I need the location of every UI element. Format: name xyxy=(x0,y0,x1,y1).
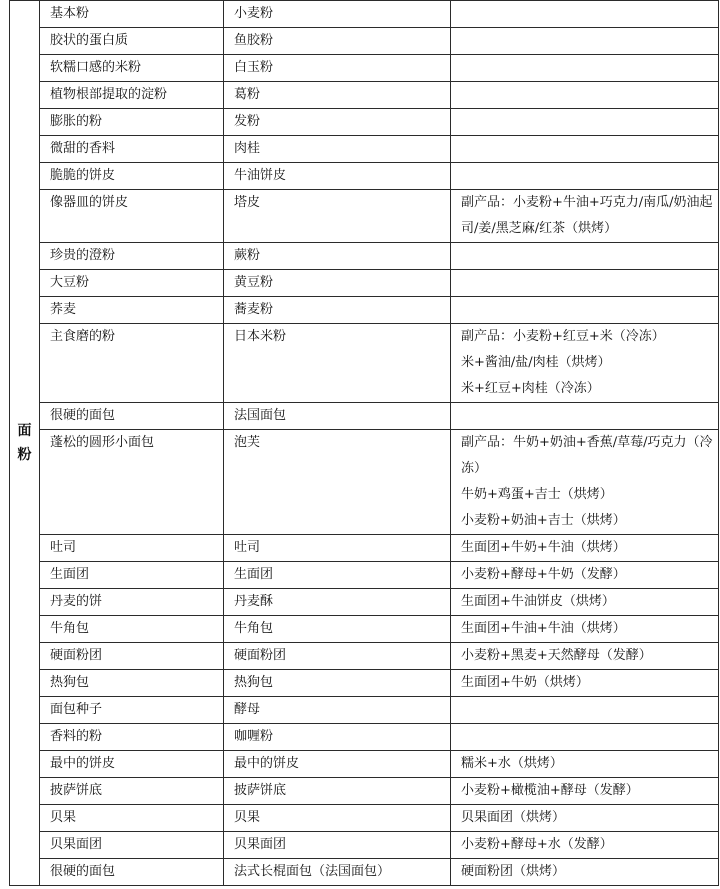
recipe-cell xyxy=(451,270,719,297)
recipe-cell xyxy=(451,616,719,643)
ingredient-table xyxy=(9,0,719,886)
item-name-cell: 日本米粉 xyxy=(224,324,451,403)
table-row xyxy=(10,562,719,589)
table-row xyxy=(10,535,719,562)
recipe-line: 小麦粉+橄榄油+酵母（发酵） xyxy=(461,783,639,798)
description-cell: 生面团 xyxy=(40,562,224,589)
item-name-cell: 热狗包 xyxy=(224,670,451,697)
item-name-cell: 肉桂 xyxy=(224,136,451,163)
table-row xyxy=(10,136,719,163)
description-cell: 丹麦的饼 xyxy=(40,589,224,616)
item-name-cell: 泡芙 xyxy=(224,430,451,535)
table-row xyxy=(10,751,719,778)
recipe-cell xyxy=(451,643,719,670)
item-name-cell: 硬面粉团 xyxy=(224,643,451,670)
item-name-cell: 小麦粉 xyxy=(224,1,451,28)
recipe-line: 硬面粉团（烘烤） xyxy=(461,864,566,879)
recipe-cell xyxy=(451,163,719,190)
recipe-line: 小麦粉+奶油+吉士（烘烤） xyxy=(461,513,626,528)
description-cell: 植物根部提取的淀粉 xyxy=(40,82,224,109)
recipe-cell xyxy=(451,243,719,270)
table-row xyxy=(10,297,719,324)
recipe-cell xyxy=(451,55,719,82)
description-cell: 贝果面团 xyxy=(40,832,224,859)
description-cell: 很硬的面包 xyxy=(40,859,224,886)
recipe-cell xyxy=(451,430,719,535)
item-name-cell: 白玉粉 xyxy=(224,55,451,82)
recipe-line: 生面团+牛奶（烘烤） xyxy=(461,675,589,690)
item-name-cell: 法式长棍面包（法国面包） xyxy=(224,859,451,886)
recipe-cell xyxy=(451,670,719,697)
recipe-line: 生面团+牛奶+牛油（烘烤） xyxy=(461,540,626,555)
description-cell: 微甜的香料 xyxy=(40,136,224,163)
item-name-cell: 蕎麦粉 xyxy=(224,297,451,324)
description-cell: 珍贵的澄粉 xyxy=(40,243,224,270)
table-row xyxy=(10,724,719,751)
recipe-line: 生面团+牛油饼皮（烘烤） xyxy=(461,594,615,609)
description-cell: 热狗包 xyxy=(40,670,224,697)
table-row xyxy=(10,616,719,643)
description-cell: 荞麦 xyxy=(40,297,224,324)
recipe-cell xyxy=(451,403,719,430)
table-row xyxy=(10,403,719,430)
description-cell: 主食磨的粉 xyxy=(40,324,224,403)
recipe-line: 糯米+水（烘烤） xyxy=(461,756,563,771)
recipe-cell xyxy=(451,724,719,751)
recipe-cell xyxy=(451,805,719,832)
item-name-cell: 牛油饼皮 xyxy=(224,163,451,190)
recipe-cell xyxy=(451,109,719,136)
description-cell: 牛角包 xyxy=(40,616,224,643)
item-name-cell: 最中的饼皮 xyxy=(224,751,451,778)
description-cell: 像器皿的饼皮 xyxy=(40,190,224,243)
description-cell: 香料的粉 xyxy=(40,724,224,751)
category-cell xyxy=(10,1,40,886)
recipe-line: 小麦粉+酵母+牛奶（发酵） xyxy=(461,567,626,582)
recipe-line: 牛奶+鸡蛋+吉士（烘烤） xyxy=(461,487,613,502)
description-cell: 软糯口感的米粉 xyxy=(40,55,224,82)
recipe-cell xyxy=(451,324,719,403)
description-cell: 吐司 xyxy=(40,535,224,562)
description-cell: 基本粉 xyxy=(40,1,224,28)
recipe-cell xyxy=(451,136,719,163)
table-row xyxy=(10,859,719,886)
recipe-cell xyxy=(451,190,719,243)
item-name-cell: 咖喱粉 xyxy=(224,724,451,751)
table-row xyxy=(10,270,719,297)
item-name-cell: 发粉 xyxy=(224,109,451,136)
table-row xyxy=(10,1,719,28)
recipe-cell xyxy=(451,1,719,28)
table-row xyxy=(10,243,719,270)
table-row xyxy=(10,324,719,403)
table-row xyxy=(10,697,719,724)
recipe-line: 贝果面团（烘烤） xyxy=(461,810,566,825)
table-row xyxy=(10,55,719,82)
description-cell: 硬面粉团 xyxy=(40,643,224,670)
recipe-cell xyxy=(451,82,719,109)
recipe-line: 副产品：小麦粉+红豆+米（冷冻） xyxy=(461,329,665,344)
recipe-line: 小麦粉+黑麦+天然酵母（发酵） xyxy=(461,648,652,663)
recipe-cell xyxy=(451,589,719,616)
item-name-cell: 黄豆粉 xyxy=(224,270,451,297)
recipe-cell xyxy=(451,859,719,886)
description-cell: 脆脆的饼皮 xyxy=(40,163,224,190)
recipe-line: 米+酱油/盐/肉桂（烘烤） xyxy=(461,355,611,370)
table-row xyxy=(10,832,719,859)
table-row xyxy=(10,28,719,55)
recipe-cell xyxy=(451,297,719,324)
item-name-cell: 生面团 xyxy=(224,562,451,589)
recipe-line: 副产品：牛奶+奶油+香蕉/草莓/巧克力（冷冻） xyxy=(461,435,713,476)
table-row xyxy=(10,778,719,805)
recipe-line: 米+红豆+肉桂（冷冻） xyxy=(461,381,600,396)
item-name-cell: 牛角包 xyxy=(224,616,451,643)
recipe-cell xyxy=(451,535,719,562)
description-cell: 膨胀的粉 xyxy=(40,109,224,136)
recipe-line: 小麦粉+酵母+水（发酵） xyxy=(461,837,613,852)
description-cell: 贝果 xyxy=(40,805,224,832)
recipe-line: 副产品：小麦粉+牛油+巧克力/南瓜/奶油起司/姜/黑芝麻/红茶（烘烤） xyxy=(461,195,713,236)
recipe-cell xyxy=(451,28,719,55)
item-name-cell: 葛粉 xyxy=(224,82,451,109)
table-row xyxy=(10,82,719,109)
item-name-cell: 贝果面团 xyxy=(224,832,451,859)
item-name-cell: 塔皮 xyxy=(224,190,451,243)
item-name-cell: 吐司 xyxy=(224,535,451,562)
description-cell: 披萨饼底 xyxy=(40,778,224,805)
recipe-cell xyxy=(451,751,719,778)
item-name-cell: 法国面包 xyxy=(224,403,451,430)
category-char: 面 xyxy=(17,423,32,439)
recipe-line: 生面团+牛油+牛油（烘烤） xyxy=(461,621,626,636)
description-cell: 最中的饼皮 xyxy=(40,751,224,778)
table-row xyxy=(10,163,719,190)
item-name-cell: 蕨粉 xyxy=(224,243,451,270)
description-cell: 很硬的面包 xyxy=(40,403,224,430)
table-row xyxy=(10,109,719,136)
recipe-cell xyxy=(451,562,719,589)
table-row xyxy=(10,805,719,832)
item-name-cell: 鱼胶粉 xyxy=(224,28,451,55)
ingredient-table-body xyxy=(10,1,719,886)
table-row xyxy=(10,430,719,535)
table-row xyxy=(10,670,719,697)
recipe-cell xyxy=(451,778,719,805)
recipe-cell xyxy=(451,697,719,724)
recipe-cell xyxy=(451,832,719,859)
item-name-cell: 丹麦酥 xyxy=(224,589,451,616)
description-cell: 蓬松的圆形小面包 xyxy=(40,430,224,535)
item-name-cell: 披萨饼底 xyxy=(224,778,451,805)
description-cell: 面包种子 xyxy=(40,697,224,724)
table-row xyxy=(10,643,719,670)
category-char: 粉 xyxy=(17,447,32,463)
item-name-cell: 酵母 xyxy=(224,697,451,724)
description-cell: 大豆粉 xyxy=(40,270,224,297)
description-cell: 胶状的蛋白质 xyxy=(40,28,224,55)
table-row xyxy=(10,589,719,616)
item-name-cell: 贝果 xyxy=(224,805,451,832)
table-row xyxy=(10,190,719,243)
